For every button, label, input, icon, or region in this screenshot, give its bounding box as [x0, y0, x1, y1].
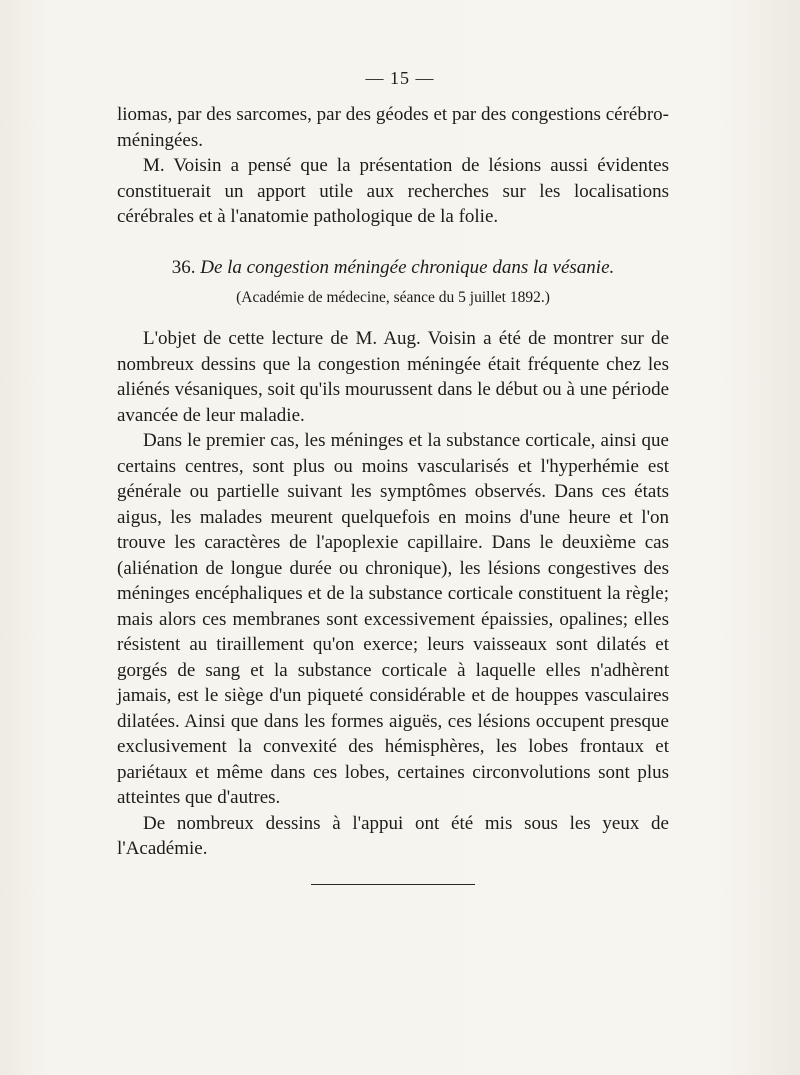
continuation-text	[117, 102, 669, 230]
end-rule	[311, 884, 475, 885]
section-source: (Académie de médecine, séance du 5 juillet 1892.)	[236, 289, 550, 306]
conclusion-paragraph: M. Voisin a pensé que la présentation de lésions aussi évidentes constituerait un apport utile aux recherches sur les localisations cérébrales et à l'anatomie pathologique de la folie.	[117, 155, 669, 227]
body-paragraph-2: Dans le premier cas, les méninges et la substance corticale, ainsi que certains centres, sont plus ou moins vascularisés et l'hyperhémie est générale ou partielle suivant les symptômes observés. Dans ces états aigus, les malades meurent quelquefois en moins d'une heure et l'on trouve les caractères de l'apoplexie capillaire. Dans le deuxième cas (aliénation de longue durée ou chronique), les lésions congestives des méninges encéphaliques et de la substance corticale constituent la règle; mais alors ces membranes sont excessivement épaissies, opalines; elles résistent au tiraillement qu'on exerce; leurs vaisseaux sont dilatés et gorgés de sang et la substance corticale à laquelle elles n'adhèrent jamais, est le siège d'un piqueté considérable et de houppes vasculaires dilatées. Ainsi que dans les formes aiguës, ces lésions occupent presque exclusivement la convexité des hémisphères, les lobes frontaux et pariétaux et même dans ces lobes, certaines circonvolutions sont plus atteintes que d'autres.	[117, 430, 669, 808]
page-number: — 15 —	[365, 68, 435, 88]
section-number: 36.	[171, 257, 196, 278]
section-body	[117, 326, 669, 862]
body-paragraph-1: L'objet de cette lecture de M. Aug. Voisin a été de montrer sur de nombreux dessins que la congestion méningée était fréquente chez les aliénés vésaniques, soit qu'ils mourussent dans le début ou à une période avancée de leur maladie.	[117, 328, 669, 426]
section-title: De la congestion méningée chronique dans la vésanie.	[200, 257, 615, 278]
section-heading	[117, 255, 669, 281]
body-paragraph-3: De nombreux dessins à l'appui ont été mis sous les yeux de l'Académie.	[117, 812, 669, 859]
continuation-paragraph: liomas, par des sarcomes, par des géodes et par des congestions cérébro-méningées.	[117, 104, 669, 151]
